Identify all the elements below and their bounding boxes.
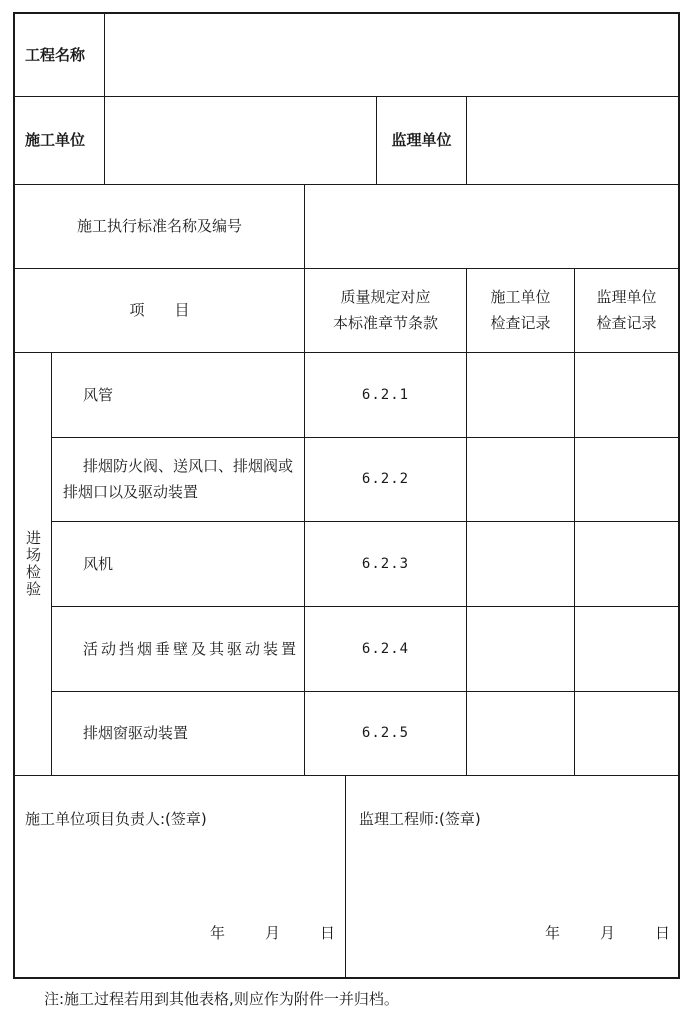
supervision-record-header (575, 268, 678, 352)
construction-manager-signature-label: 施工单位项目负责人:(签章) (25, 810, 207, 828)
day-label: 日 (320, 924, 336, 942)
construction-sign-date (210, 920, 335, 946)
table-row-item: 风机 (83, 554, 114, 573)
year-label: 年 (210, 924, 226, 942)
construction-check-field[interactable] (467, 352, 574, 437)
construction-check-field[interactable] (467, 437, 574, 521)
construction-check-field[interactable] (467, 691, 574, 775)
table-row-clause: 6.2.4 (361, 640, 410, 657)
standard-field[interactable] (305, 184, 678, 268)
item-column-header: 项 目 (129, 301, 190, 319)
construction-record-header (467, 268, 574, 352)
project-name-field[interactable] (105, 14, 678, 96)
row-divider (15, 775, 678, 776)
month-label: 月 (600, 924, 616, 942)
col-divider (51, 352, 52, 775)
supervision-check-field[interactable] (575, 521, 678, 606)
standard-label: 施工执行标准名称及编号 (76, 217, 242, 235)
group-label-cell (15, 352, 51, 775)
clause-column-header (305, 268, 466, 352)
table-row-clause: 6.2.1 (361, 386, 410, 403)
footnote: 注:施工过程若用到其他表格,则应作为附件一并归档。 (44, 990, 399, 1008)
construction-check-field[interactable] (467, 606, 574, 691)
item-text: 活动挡烟垂壁及其驱动装置 (83, 639, 300, 658)
supervision-check-field[interactable] (575, 437, 678, 521)
clause-header-line1: 质量规定对应 (340, 288, 431, 306)
supervision-record-line2: 检查记录 (596, 314, 657, 332)
year-label: 年 (545, 924, 561, 942)
supervision-unit-label: 监理单位 (391, 131, 452, 149)
table-row-clause: 6.2.3 (361, 555, 410, 572)
supervision-engineer-signature-label: 监理工程师:(签章) (359, 810, 481, 828)
construction-record-line2: 检查记录 (490, 314, 551, 332)
col-divider (345, 775, 346, 977)
supervision-check-field[interactable] (575, 352, 678, 437)
construction-check-field[interactable] (467, 521, 574, 606)
month-label: 月 (265, 924, 281, 942)
project-name-label: 工程名称 (25, 46, 86, 64)
item-text: 排烟防火阀、送风口、排烟阀或排烟口以及驱动装置 (63, 457, 294, 501)
table-row-clause: 6.2.2 (361, 471, 410, 487)
supervision-unit-field[interactable] (467, 96, 678, 184)
construction-record-line1: 施工单位 (490, 288, 551, 306)
supervision-check-field[interactable] (575, 691, 678, 775)
construction-unit-label: 施工单位 (25, 131, 86, 149)
entry-inspection-label: 进场检验 (24, 529, 42, 598)
supervision-check-field[interactable] (575, 606, 678, 691)
table-row-clause: 6.2.5 (361, 725, 410, 741)
construction-unit-field[interactable] (105, 96, 376, 184)
table-row-item: 风管 (83, 385, 114, 404)
table-row-item (63, 437, 299, 521)
supervision-sign-date (545, 920, 670, 946)
day-label: 日 (655, 924, 671, 942)
table-row-item (63, 606, 299, 691)
table-row-item: 排烟窗驱动装置 (83, 724, 189, 742)
clause-header-line2: 本标准章节条款 (332, 314, 438, 332)
inspection-form (13, 12, 680, 979)
supervision-record-line1: 监理单位 (596, 288, 657, 306)
